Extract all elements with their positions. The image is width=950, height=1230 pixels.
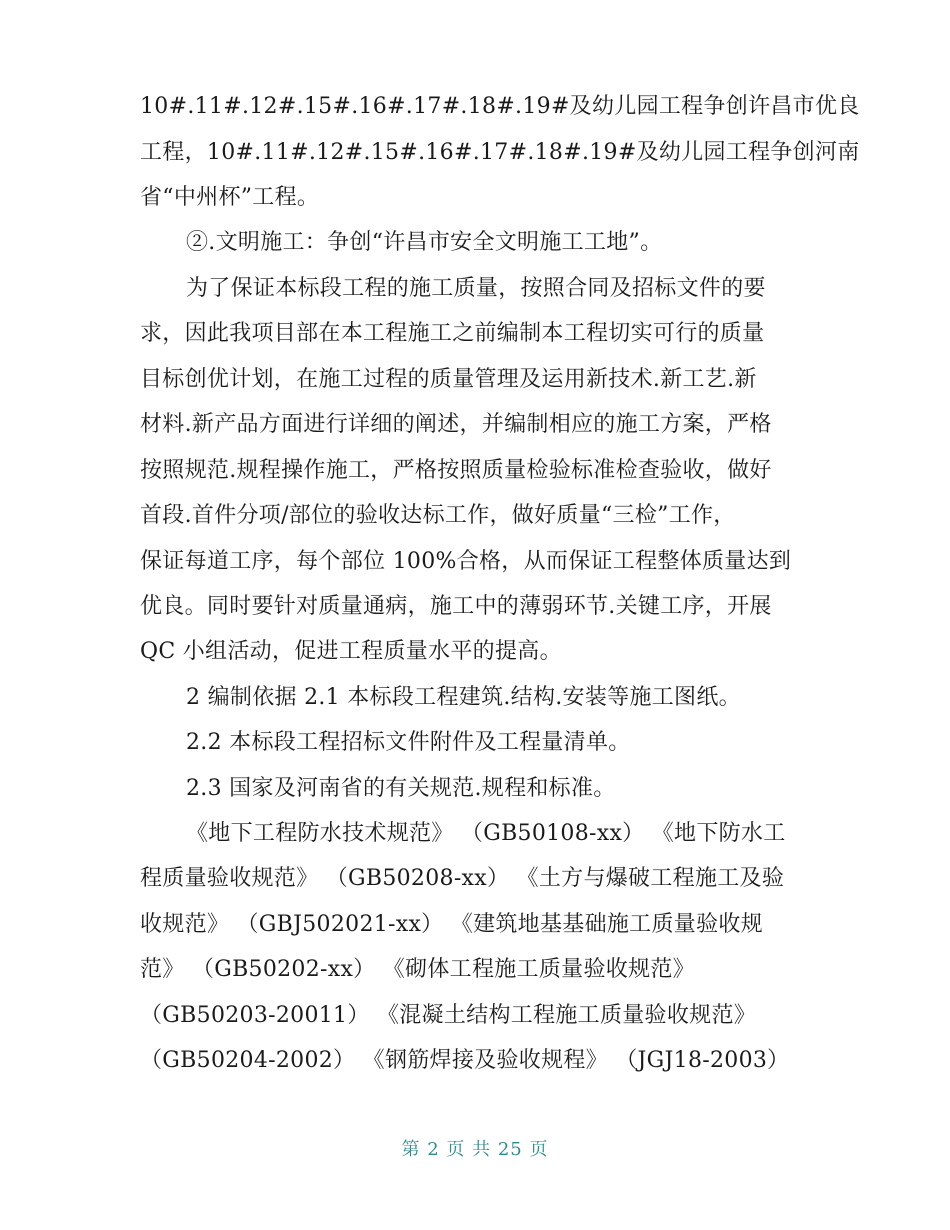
- text-line: 程质量验收规范》 （GB50208-xx） 《土方与爆破工程施工及验: [140, 866, 785, 891]
- text-line: 材料.新产品方面进行详细的阐述，并编制相应的施工方案，严格: [140, 412, 772, 437]
- text-line: 按照规范.规程操作施工，严格按照质量检验标准检查验收，做好: [140, 458, 772, 483]
- text-line: 10#.11#.12#.15#.16#.17#.18#.19#及幼儿园工程争创许昌市优良: [140, 94, 860, 119]
- text-line: ②.文明施工：争创“许昌市安全文明施工工地”。: [186, 230, 663, 255]
- text-line: 《地下工程防水技术规范》 （GB50108-xx） 《地下防水工: [186, 821, 786, 846]
- text-line: 2 编制依据 2.1 本标段工程建筑.结构.安装等施工图纸。: [186, 685, 741, 710]
- text-line: 工程，10#.11#.12#.15#.16#.17#.18#.19#及幼儿园工程争创河南: [140, 140, 860, 165]
- text-line: 求，因此我项目部在本工程施工之前编制本工程切实可行的质量: [140, 321, 765, 346]
- page-number-footer: 第 2 页 共 25 页: [401, 1139, 549, 1160]
- text-line: （GB50203-20011） 《混凝土结构工程施工质量验收规范》: [140, 1003, 757, 1028]
- text-line: 2.2 本标段工程招标文件附件及工程量清单。: [186, 730, 631, 755]
- text-line: 目标创优计划，在施工过程的质量管理及运用新技术.新工艺.新: [140, 367, 757, 392]
- text-line: 收规范》 （GBJ502021-xx） 《建筑地基基础施工质量验收规: [140, 912, 763, 937]
- text-line: 范》 （GB50202-xx） 《砌体工程施工质量验收规范》: [140, 957, 695, 982]
- text-line: 保证每道工序，每个部位 100%合格，从而保证工程整体质量达到: [140, 549, 792, 574]
- text-line: 优良。同时要针对质量通病，施工中的薄弱环节.关键工序，开展: [140, 594, 772, 619]
- text-line: 2.3 国家及河南省的有关规范.规程和标准。: [186, 776, 616, 801]
- text-line: 为了保证本标段工程的施工质量，按照合同及招标文件的要: [186, 276, 766, 301]
- text-line: QC 小组活动，促进工程质量水平的提高。: [140, 639, 562, 664]
- text-line: 首段.首件分项/部位的验收达标工作，做好质量“三检”工作，: [140, 503, 736, 528]
- text-line: 省“中州杯”工程。: [140, 185, 320, 210]
- text-line: （GB50204-2002） 《钢筋焊接及验收规程》 （JGJ18-2003）: [140, 1048, 790, 1073]
